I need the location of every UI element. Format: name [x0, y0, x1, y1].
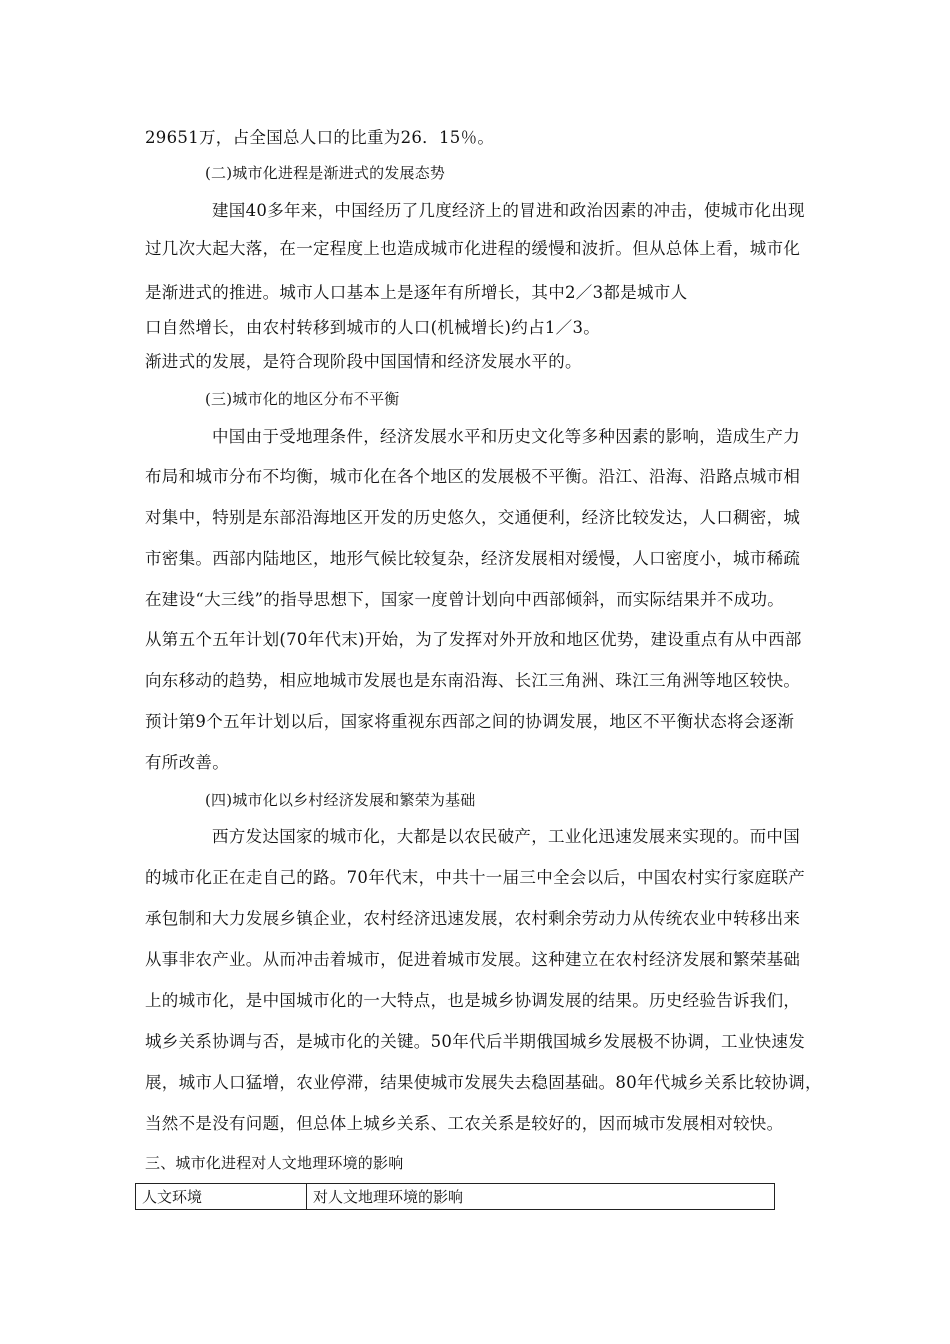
- section-heading: 三、城市化进程对人文地理环境的影响: [145, 1154, 404, 1172]
- text-line: 建国40多年来，中国经历了几度经济上的冒进和政治因素的冲击，使城市化出现: [212, 201, 805, 220]
- influence-table: [135, 1183, 775, 1210]
- table-header-cell: 对人文地理环境的影响: [307, 1184, 775, 1210]
- text-line: 口自然增长，由农村转移到城市的人口(机械增长)约占1／3。: [145, 318, 601, 337]
- text-line: 预计第9个五年计划以后，国家将重视东西部之间的协调发展，地区不平衡状态将会逐渐: [145, 712, 795, 731]
- text-line: 向东移动的趋势，相应地城市发展也是东南沿海、长江三角洲、珠江三角洲等地区较快。: [145, 671, 801, 690]
- section-heading: (三)城市化的地区分布不平衡: [205, 390, 400, 408]
- text-line: 有所改善。: [145, 753, 229, 772]
- section-heading: (四)城市化以乡村经济发展和繁荣为基础: [205, 791, 476, 809]
- text-line: 城乡关系协调与否，是城市化的关键。50年代后半期俄国城乡发展极不协调，工业快速发: [145, 1032, 805, 1051]
- text-line: 市密集。西部内陆地区，地形气候比较复杂，经济发展相对缓慢，人口密度小，城市稀疏: [145, 549, 801, 568]
- text-line: 展，城市人口猛增，农业停滞，结果使城市发展失去稳固基础。80年代城乡关系比较协调，: [145, 1073, 822, 1092]
- text-line: 从第五个五年计划(70年代末)开始，为了发挥对外开放和地区优势，建设重点有从中西部: [145, 630, 802, 649]
- text-line: 从事非农产业。从而冲击着城市，促进着城市发展。这种建立在农村经济发展和繁荣基础: [145, 950, 801, 969]
- section-heading: (二)城市化进程是渐进式的发展态势: [205, 164, 446, 182]
- text-line: 当然不是没有问题，但总体上城乡关系、工农关系是较好的，因而城市发展相对较快。: [145, 1114, 784, 1133]
- text-line: 对集中，特别是东部沿海地区开发的历史悠久，交通便利，经济比较发达，人口稠密，城: [145, 508, 801, 527]
- text-line: 渐进式的发展，是符合现阶段中国国情和经济发展水平的。: [145, 352, 582, 371]
- text-line: 中国由于受地理条件，经济发展水平和历史文化等多种因素的影响，造成生产力: [212, 427, 800, 446]
- text-line: 上的城市化，是中国城市化的一大特点，也是城乡协调发展的结果。历史经验告诉我们，: [145, 991, 801, 1010]
- table-header-row: [136, 1184, 775, 1210]
- text-line: 的城市化正在走自己的路。70年代末，中共十一届三中全会以后，中国农村实行家庭联产: [145, 868, 805, 887]
- text-line: 29651万，占全国总人口的比重为26．15％。: [145, 128, 495, 147]
- text-line: 在建设“大三线”的指导思想下，国家一度曾计划向中西部倾斜，而实际结果并不成功。: [145, 590, 785, 609]
- text-line: 承包制和大力发展乡镇企业，农村经济迅速发展，农村剩余劳动力从传统农业中转移出来: [145, 909, 801, 928]
- text-line: 过几次大起大落，在一定程度上也造成城市化进程的缓慢和波折。但从总体上看，城市化: [145, 239, 801, 258]
- text-line: 西方发达国家的城市化，大都是以农民破产，工业化迅速发展来实现的。而中国: [212, 827, 800, 846]
- text-line: 是渐进式的推进。城市人口基本上是逐年有所增长，其中2／3都是城市人: [145, 283, 688, 302]
- text-line: 布局和城市分布不均衡，城市化在各个地区的发展极不平衡。沿江、沿海、沿路点城市相: [145, 467, 801, 486]
- table-header-cell: 人文环境: [136, 1184, 307, 1210]
